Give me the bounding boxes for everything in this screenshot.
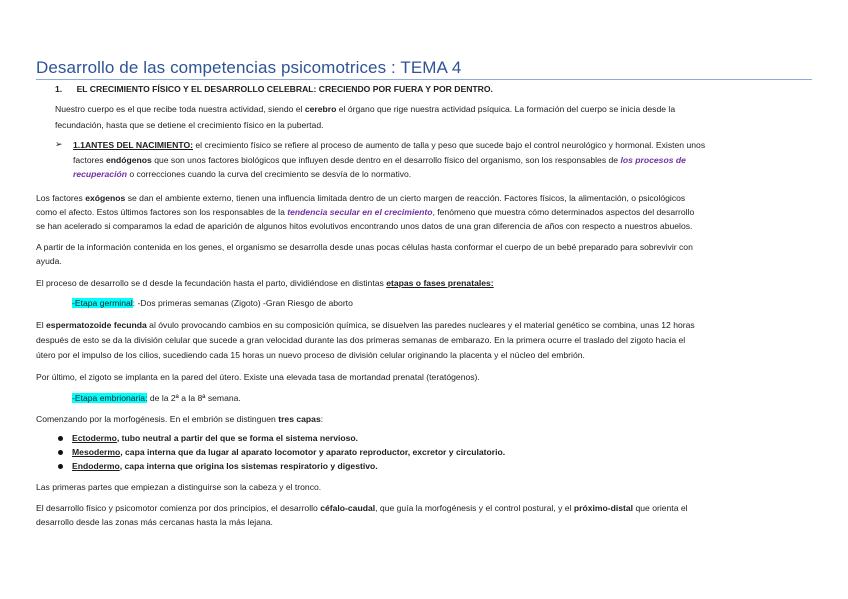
paragraph-9-line-2: desarrollo desde las zonas más cercanas hasta la más lejana. <box>36 517 273 527</box>
paragraph-3-line-1: A partir de la información contenida en los genes, el organismo se desarrolla desde unas pocas células hasta conformar el cuerpo de un bebé preparado para sobrevivir con <box>36 242 693 252</box>
paragraph-3-line-2: ayuda. <box>36 256 62 266</box>
stage-embrionaria: -Etapa embrionaria: de la 2ª a la 8ª semana. <box>72 393 241 403</box>
section-heading <box>55 84 493 95</box>
bullet-dot-icon <box>58 450 63 455</box>
subsection-heading: 1.1ANTES DEL NACIMIENTO: <box>73 140 194 150</box>
subsection-line-2: factores endógenos que son unos factores biológicos que influyen desde dentro en el desarrollo físico del organismo, son los responsables de los procesos de <box>73 155 686 165</box>
paragraph-1-line-2: fecundación, hasta que se detiene el crecimiento físico en la pubertad. <box>55 120 324 130</box>
stage-germinal: -Etapa germinal: -Dos primeras semanas (Zigoto) -Gran Riesgo de aborto <box>72 298 353 308</box>
bullet-dot-icon <box>58 464 63 469</box>
paragraph-6: Por último, el zigoto se implanta en la pared del útero. Existe una elevada tasa de mortandad prenatal (teratógenos). <box>36 372 480 382</box>
subsection-line-1: 1.1ANTES DEL NACIMIENTO: el crecimiento físico se refiere al proceso de aumento de talla y peso que sucede bajo el control neurológico y hormonal. Existen unos <box>73 140 706 150</box>
bullet-dot-icon <box>58 436 63 441</box>
paragraph-9-line-1: El desarrollo físico y psicomotor comienza por dos principios, el desarrollo céfalo-caudal, que guía la morfogénesis y el control postural, y el próximo-distal que orienta el <box>36 503 688 513</box>
paragraph-5-line-1: El espermatozoide fecunda al óvulo provocando cambios en su composición química, se disuelven las paredes nucleares y el material genético se combina, unas 12 horas <box>36 320 695 330</box>
stage-embrionaria-label: -Etapa embrionaria: <box>72 393 148 403</box>
layer-item-ectodermo: Ectodermo, tubo neutral a partir del que se forma el sistema nervioso. <box>72 433 359 443</box>
layer-item-endodermo: Endodermo, capa interna que origina los sistemas respiratorio y digestivo. <box>72 461 378 471</box>
title-underline <box>36 79 812 80</box>
subsection-line-3: recuperación o correcciones cuando la curva del crecimiento se desvía de lo normativo. <box>73 169 412 179</box>
page-title: Desarrollo de las competencias psicomotrices : TEMA 4 <box>36 58 462 77</box>
heading-number: 1. <box>55 84 63 94</box>
paragraph-5-line-2: después de esto se da la división celular que sucede a gran velocidad durante las dos primeras semanas de embarazo. En la primera ocurre el traslado del zigoto hacia el <box>36 335 686 345</box>
paragraph-1-line-1: Nuestro cuerpo es el que recibe toda nuestra actividad, siendo el cerebro el órgano que rige nuestra actividad psíquica. La formación del cuerpo se inicia desde la <box>55 104 676 114</box>
heading-text: EL CRECIMIENTO FÍSICO Y EL DESARROLLO CELEBRAL: CRECIENDO POR FUERA Y POR DENTRO. <box>76 84 493 94</box>
stage-germinal-label: -Etapa germinal <box>72 298 133 308</box>
paragraph-7: Comenzando por la morfogénesis. En el embrión se distinguen tres capas: <box>36 414 324 424</box>
paragraph-8: Las primeras partes que empiezan a distinguirse son la cabeza y el tronco. <box>36 482 322 492</box>
paragraph-4: El proceso de desarrollo se d desde la fecundación hasta el parto, dividiéndose en distintas etapas o fases prenatales: <box>36 278 494 288</box>
paragraph-2-line-2: como el afecto. Estos últimos factores son los responsables de la tendencia secular en el crecimiento, fenómeno que muestra cómo determinados aspectos del desarrollo <box>36 207 695 217</box>
paragraph-2-line-3: se han acelerado si comparamos la edad de aparición de algunos hitos evolutivos encontrando unos datos de una gran diferencia de años con respecto a nuestros abuelos. <box>36 221 693 231</box>
layer-item-mesodermo: Mesodermo, capa interna que da lugar al aparato locomotor y aparato reproductor, excretor y circulatorio. <box>72 447 506 457</box>
paragraph-5-line-3: útero por el impulso de los cilios, sucediendo cada 15 horas un nuevo proceso de división celular originando la placenta y el núcleo del embrión. <box>36 350 585 360</box>
arrow-bullet-icon: ➢ <box>55 139 63 149</box>
paragraph-2-line-1: Los factores exógenos se dan el ambiente externo, tienen una influencia limitada dentro de un cierto margen de reacción. Factores físicos, la alimentación, o psicológicos <box>36 193 686 203</box>
